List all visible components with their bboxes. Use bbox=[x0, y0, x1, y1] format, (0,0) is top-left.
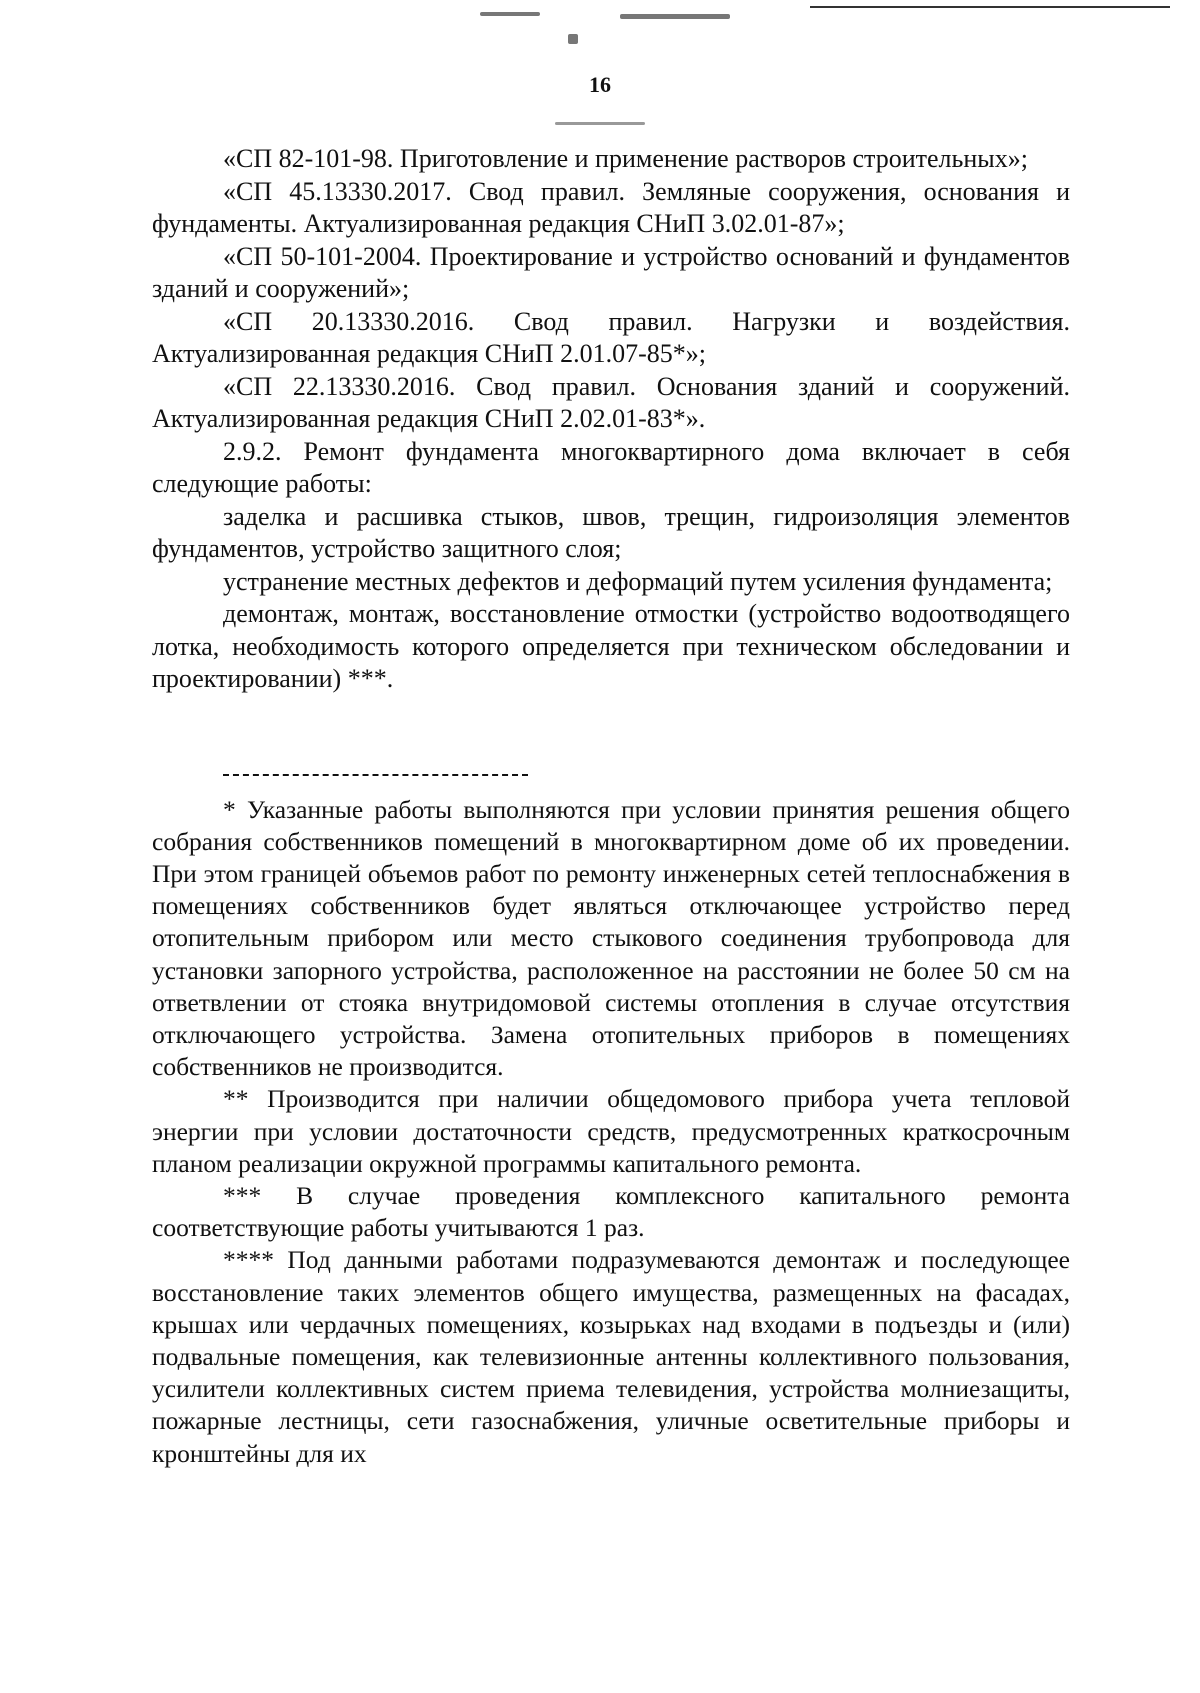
document-body bbox=[152, 143, 1070, 1470]
scan-artifact-line bbox=[810, 6, 1170, 8]
paragraph-sp-50: «СП 50-101-2004. Проектирование и устройство оснований и фундаментов зданий и сооружений»; bbox=[152, 241, 1070, 303]
scan-artifact-speck bbox=[620, 14, 730, 19]
list-item-blind-area: демонтаж, монтаж, восстановление отмостки (устройство водоотводящего лотка, необходимость которого определяется при техническом обследовании и проектировании) ***. bbox=[152, 599, 1070, 693]
footnote-4: **** Под данными работами подразумеваются демонтаж и последующее восстановление таких элементов общего имущества, размещенных на фасадах, крышах или чердачных помещениях, козырьках над входами в подъезды и (или) подвальные помещения, как телевизионные антенны коллективного пользования, усилители коллективных систем приема телевидения, устройства молниезащиты, пожарные лестницы, сети газоснабжения, уличные осветительные приборы и кронштейны для их bbox=[152, 1245, 1070, 1468]
footnote-2: ** Производится при наличии общедомового прибора учета тепловой энергии при условии достаточности средств, предусмотренных краткосрочным планом реализации окружной программы капитального ремонта. bbox=[152, 1084, 1070, 1178]
paragraph-sp-82: «СП 82-101-98. Приготовление и применение растворов строительных»; bbox=[223, 144, 1028, 173]
footnote-1: * Указанные работы выполняются при условии принятия решения общего собрания собственников помещений в многоквартирном доме об их проведении. При этом границей объемов работ по ремонту инженерных сетей теплоснабжения в помещениях собственников будет являться отключающее устройство перед отопительным прибором или место стыкового соединения трубопровода для установки запорного устройства, расположенное на расстоянии не более 50 см на ответвлении от стояка внутридомовой системы отопления в случае отсутствия отключающего устройства. Замена отопительных приборов в помещениях собственников не производится. bbox=[152, 794, 1070, 1082]
paragraph-2-9-2: 2.9.2. Ремонт фундамента многоквартирного дома включает в себя следующие работы: bbox=[152, 436, 1070, 498]
paragraph-sp-22: «СП 22.13330.2016. Свод правил. Основания зданий и сооружений. Актуализированная редакция СНиП 2.02.01-83*». bbox=[152, 371, 1070, 433]
page-number: 16 bbox=[589, 72, 611, 97]
scan-artifact-speck bbox=[568, 34, 578, 44]
scan-artifact-speck bbox=[555, 122, 645, 125]
footnote-divider bbox=[223, 774, 528, 776]
footnote-3: *** В случае проведения комплексного капитального ремонта соответствующие работы учитываются 1 раз. bbox=[152, 1180, 1070, 1243]
list-item-sealing: заделка и расшивка стыков, швов, трещин, гидроизоляция элементов фундаментов, устройство защитного слоя; bbox=[152, 501, 1070, 563]
paragraph-sp-20: «СП 20.13330.2016. Свод правил. Нагрузки и воздействия. Актуализированная редакция СНиП 2.01.07-85*»; bbox=[152, 306, 1070, 368]
scan-artifact-speck bbox=[480, 12, 540, 16]
paragraph-sp-45: «СП 45.13330.2017. Свод правил. Земляные сооружения, основания и фундаменты. Актуализированная редакция СНиП 3.02.01-87»; bbox=[152, 176, 1070, 238]
list-item-defects: устранение местных дефектов и деформаций путем усиления фундамента; bbox=[223, 566, 1053, 596]
footnotes bbox=[152, 794, 1070, 1470]
